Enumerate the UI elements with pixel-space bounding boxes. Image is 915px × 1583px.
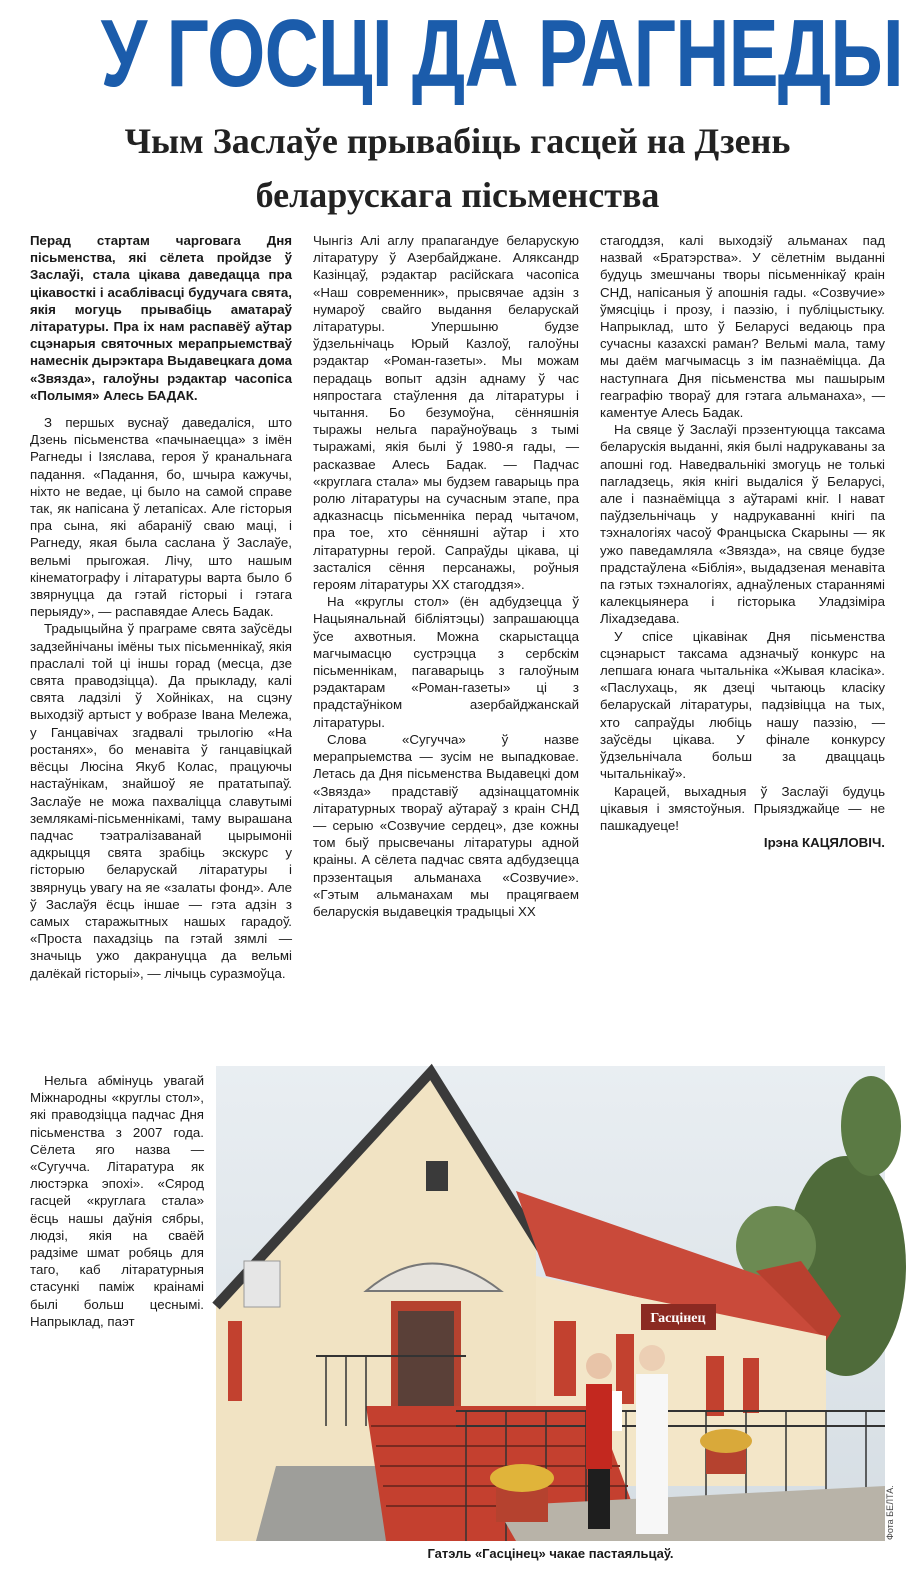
column-3 xyxy=(600,232,885,851)
article-paragraph: стагоддзя, калі выходзіў альманах пад назвай «Братэрства». У сёлетнім выданні будуць змешчаны творы пісьменнікаў краін СНД, напісаныя ў апошнія гады. «Созвучие» ўмясціць і прозу, і паэзію, і публіцыстыку. Напрыклад, што ў Беларусі ведаюць пра сучасны казахскі раман? Вельмі мала, таму мы даём магчымасць з ім пазнаёміцца. Да наступнага Дня пісьменства мы пашырым геаграфію твораў для гэтага альманаха», — каментуе Алесь Бадак. xyxy=(600,233,885,421)
photo-caption: Гатэль «Гасцінец» чакае пастаяльцаў. xyxy=(427,1546,674,1561)
article-paragraph: Карацей, выхадныя ў Заслаўі будуць цікавыя і змястоўныя. Прыязджайце — не пашкадуеце! xyxy=(600,783,885,833)
article-paragraph: З першых вуснаў даведаліся, што Дзень пісьменства «пачынаецца» з імён Рагнеды і Ізяслава, героя ў кранальнага падання. «Падання, бо, шчыра кажучы, ніхто не ведае, ці было на самой справе так, як напісана ў летапісах. Але гісторыя пра сына, які абараніў сваю маці, і Рагнеду, якая была саслана ў Заслаўе, вельмі прыгожая. Лічу, што нашым кінематографу і літаратуры варта было б звярнуцца да гэтай гісторыі і гэтага перыяду», — распавядае Алесь Бадак. xyxy=(30,415,292,620)
hotel-photo xyxy=(216,1066,885,1541)
subheadline: Чым Заслаўе прывабіць гасцей на Дзень беларускага пісьменства xyxy=(124,121,791,215)
photo-credit: Фота БЕЛТА. xyxy=(885,1485,895,1540)
article-paragraph: Чынгіз Алі аглу прапагандуе беларускую літаратуру ў Азербайджане. Аляксандр Казінцаў, рэдактар расійскага часопіса «Наш современник», прысвячае адзін з нумароў свайго выдання беларускай літаратуры. Упершыню будзе ўдзельнічаць Юрый Казлоў, галоўны рэдактар «Роман-газеты». Мы можам перадаць вопыт адзін аднаму ў час няпростага стаўлення да літаратуры і чытання. Бо безумоўна, сённяшнія тыражы нельга параўноўваць з тымі тыражамі, якія былі ў 1980-я гады, — расказвае Алесь Бадак. — Падчас «круглага стала» мы будзем гаварыць пра ролю літаратуры на сучасным этапе, пра адказнасць пісьменніка перад чытачом, пра тое, хто сённяшні аўтар і хто літаратурны герой. Сапраўды цікава, ці засталіся сёння персанажы, роўныя героям літаратуры XX стагоддзя». xyxy=(313,233,579,593)
column-1-continued xyxy=(30,1072,204,1330)
article-paragraph: На свяце ў Заслаўі прэзентуюцца таксама беларускія выданні, якія былі надрукаваны за апошні год. Наведвальнікі змогуць не толькі пагладзець, якія кнігі выдаліся ў Беларусі, але і пазнаёміцца з аўтарамі кніг. І нават паўдзельнічаць у надрукаванні кнігі па тэхналогіях часоў Францыска Скарыны — як ужо паведамляла «Звязда», на свяце будзе прадстаўлена «Біблія», выдадзеная менавіта па гэтых тэхналогіях, аднаўленых стараннямі калекцыянера і гісторыка Уладзіміра Ліхадзедава. xyxy=(600,422,885,627)
article-paragraph: Слова «Сугучча» ў назве мерапрыемства — зусім не выпадковае. Летась да Дня пісьменства Выдавецкі дом «Звязда» прадставіў адзінаццатомнік літаратурных твораў аўтараў з краін СНД — серыю «Созвучие сердец», дзе кожны том быў прысвечаны літаратуры адной краіны. А сёлета падчас свята адбудзецца прэзентацыя альманаха «Созвучие». «Гэтым альманахам мы працягваем беларускія выдавецкія традыцыі XX xyxy=(313,731,579,919)
article-paragraph: Традыцыйна ў праграме свята заўсёды задзейнічаны імёны тых пісьменнікаў, якія праслалі той ці іншы горад (месца, дзе свята праводзіцца). Да прыкладу, калі свята ладзілі ў Хойніках, на сцэну выходзіў артыст у вобразе Івана Мележа, у Ганцавічах згадвалі трылогію «На ростанях», бо менавіта ў ганцавіцкай вёсцы Люсіна Якуб Колас, працуючы настаўнікам, знайшоў яе прататыпаў. Заслаўе не можа пахваліцца славутымі землякамі-пісьменнікамі, таму вырашана падчас тэатралізаванай цырымоніі адкрыцця свята зрабіць экскурс у гісторыю беларускай літаратуры і звярнуць увагу на яе «залаты фонд». Але ў Заслаўя ёсць іншае — гэта адзін з самых старажытных нашых гарадоў. «Проста пахадзіць па гэтай зямлі — значыць ужо дакрануцца да вельмі далёкай гісторыі», — лічыць суразмоўца. xyxy=(30,621,292,981)
article-paragraph: У спісе цікавінак Дня пісьменства сцэнарыст таксама адзначыў конкурс на лепшага юнага чытальніка «Жывая класіка». «Паслухаць, як дзеці чытаюць класіку беларускай літаратуры, падзівіцца на тых, хто сапраўды любіць нашу паэзію, — заўсёды цікава. У фінале конкурсу ўдзельнічала больш за дваццаць чытальнікаў». xyxy=(600,628,885,782)
headline: У ГОСЦІ ДА РАГНЕДЫ xyxy=(100,0,903,107)
byline: Ірэна КАЦЯЛОВІЧ. xyxy=(763,835,885,851)
article-paragraph: На «круглы стол» (ён адбудзецца ў Нацыянальнай бібліятэцы) запрашаюцца ўсе ахвотныя. Можна скарыстацца магчымасцю сустрэцца з сербскім пісьменнікам, пагаварыць з галоўным рэдактарам «Роман-газеты» ці з прадстаўніком азербайджанскай літаратуры. xyxy=(313,594,579,730)
hotel-sign-text: Гасцінец xyxy=(650,1311,706,1326)
article-paragraph: Нельга абмінуць увагай Міжнародны «круглы стол», які праводзіцца падчас Дня пісьменства з 2007 года. Сёлета яго назва — «Сугучча. Літаратура як люстэрка эпохі». «Сярод гасцей «круглага стала» ёсць нашы даўнія сябры, людзі, якія на сваёй радзіме шмат робяць для таго, каб літаратурныя стасункі паміж краінамі былі больш цеснымі. Напрыклад, паэт xyxy=(30,1073,204,1329)
lead-paragraph: Перад стартам чарговага Дня пісьменства, які сёлета пройдзе ў Заслаўі, стала цікава даведацца пра цікавосткі і асаблівасці будучага свята, якія могуць прывабіць аматараў літаратуры. Пра іх нам распавёў аўтар сцэнарыя святочных мерапрыемстваў намеснік дырэктара Выдавецкага дома «Звязда», галоўны рэдактар часопіса «Полымя» Алесь БАДАК. xyxy=(30,233,292,403)
column-2 xyxy=(313,232,579,920)
column-1 xyxy=(30,232,292,981)
